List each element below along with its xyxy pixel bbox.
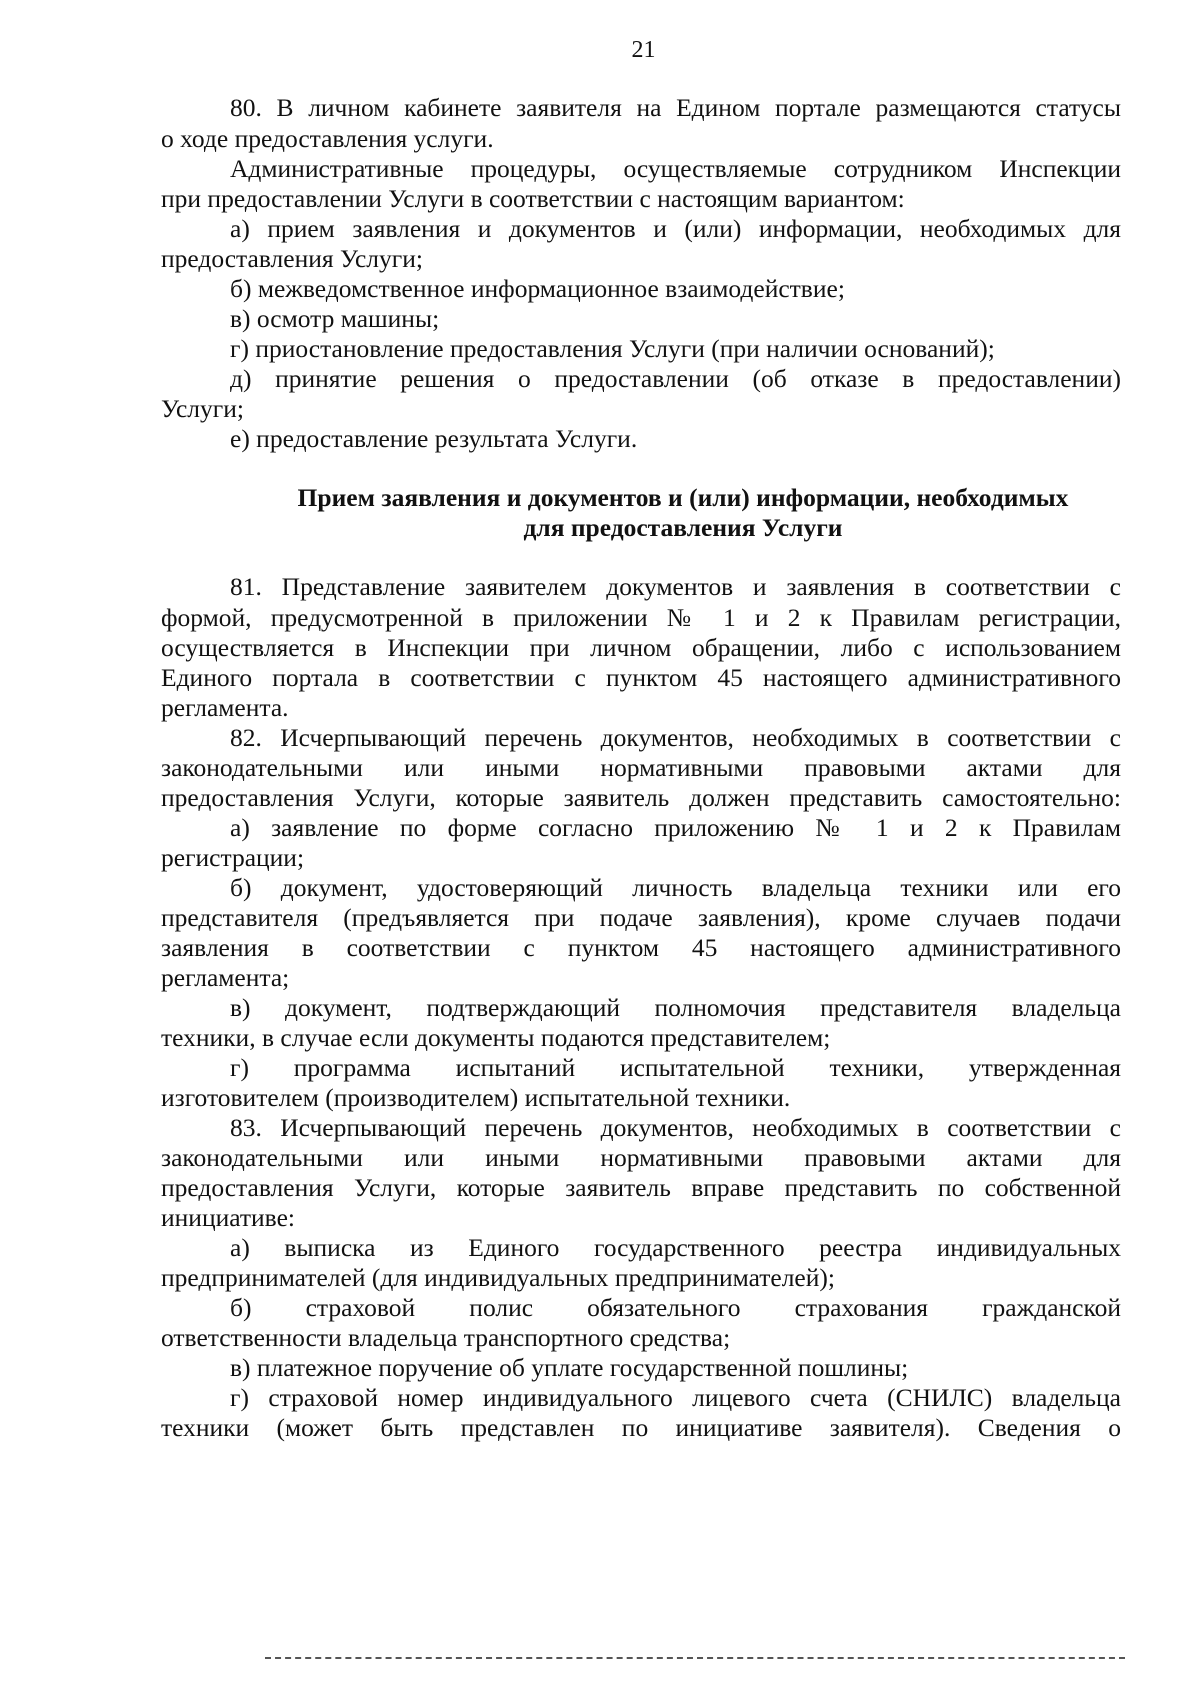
text-line: в) осмотр машины;	[230, 304, 440, 333]
text-line: Услуги;	[161, 394, 244, 423]
text-line: Административные процедуры, осуществляемые сотрудником Инспекции	[230, 154, 1121, 183]
section-heading-line-2: для предоставления Услуги	[523, 513, 843, 542]
text-line: изготовителем (производителем) испытательной техники.	[161, 1083, 791, 1112]
text-line: б) страховой полис обязательного страхования гражданской	[230, 1293, 1121, 1322]
text-line: е) предоставление результата Услуги.	[230, 424, 638, 453]
text-line: Единого портала в соответствии с пунктом 45 настоящего административного	[161, 663, 1121, 692]
text-line: г) приостановление предоставления Услуги (при наличии оснований);	[230, 334, 995, 363]
text-line: техники (может быть представлен по инициативе заявителя). Сведения о	[161, 1413, 1121, 1442]
text-line: б) документ, удостоверяющий личность владельца техники или его	[230, 873, 1121, 902]
text-line: заявления в соответствии с пунктом 45 настоящего административного	[161, 933, 1121, 962]
text-line: г) страховой номер индивидуального лицевого счета (СНИЛС) владельца	[230, 1383, 1121, 1412]
text-line: д) принятие решения о предоставлении (об отказе в предоставлении)	[230, 364, 1121, 393]
text-line: а) прием заявления и документов и (или) информации, необходимых для	[230, 214, 1121, 243]
text-line: о ходе предоставления услуги.	[161, 124, 494, 153]
text-line: предоставления Услуги, которые заявитель вправе представить по собственной	[161, 1173, 1121, 1202]
text-line: представителя (предъявляется при подаче заявления), кроме случаев подачи	[161, 903, 1121, 932]
text-line: а) заявление по форме согласно приложению № 1 и 2 к Правилам	[230, 813, 1121, 842]
text-line: 81. Представление заявителем документов и заявления в соответствии с	[230, 572, 1121, 601]
text-line: при предоставлении Услуги в соответствии с настоящим вариантом:	[161, 184, 905, 213]
text-line: законодательными или иными нормативными правовыми актами для	[161, 753, 1121, 782]
text-line: регламента;	[161, 963, 290, 992]
text-line: регламента.	[161, 693, 289, 722]
text-line: 83. Исчерпывающий перечень документов, необходимых в соответствии с	[230, 1113, 1121, 1142]
page-number: 21	[631, 37, 656, 63]
text-line: б) межведомственное информационное взаимодействие;	[230, 274, 845, 303]
text-line: 80. В личном кабинете заявителя на Едином портале размещаются статусы	[230, 93, 1121, 122]
text-line: г) программа испытаний испытательной техники, утвержденная	[230, 1053, 1121, 1082]
section-heading-line-1: Прием заявления и документов и (или) информации, необходимых	[297, 483, 1069, 512]
text-line: в) документ, подтверждающий полномочия представителя владельца	[230, 993, 1121, 1022]
text-line: ответственности владельца транспортного средства;	[161, 1323, 731, 1352]
text-line: а) выписка из Единого государственного реестра индивидуальных	[230, 1233, 1121, 1262]
text-line: законодательными или иными нормативными правовыми актами для	[161, 1143, 1121, 1172]
text-line: 82. Исчерпывающий перечень документов, необходимых в соответствии с	[230, 723, 1121, 752]
text-line: формой, предусмотренной в приложении № 1 и 2 к Правилам регистрации,	[161, 603, 1121, 632]
text-line: техники, в случае если документы подаются представителем;	[161, 1023, 831, 1052]
text-line: осуществляется в Инспекции при личном обращении, либо с использованием	[161, 633, 1121, 662]
text-line: предоставления Услуги, которые заявитель должен представить самостоятельно:	[161, 783, 1121, 812]
text-line: инициативе:	[161, 1203, 295, 1232]
text-line: предпринимателей (для индивидуальных предпринимателей);	[161, 1263, 835, 1292]
text-line: в) платежное поручение об уплате государственной пошлины;	[230, 1353, 909, 1382]
text-line: предоставления Услуги;	[161, 244, 423, 273]
footer-rule	[265, 1657, 1125, 1659]
text-line: регистрации;	[161, 843, 305, 872]
